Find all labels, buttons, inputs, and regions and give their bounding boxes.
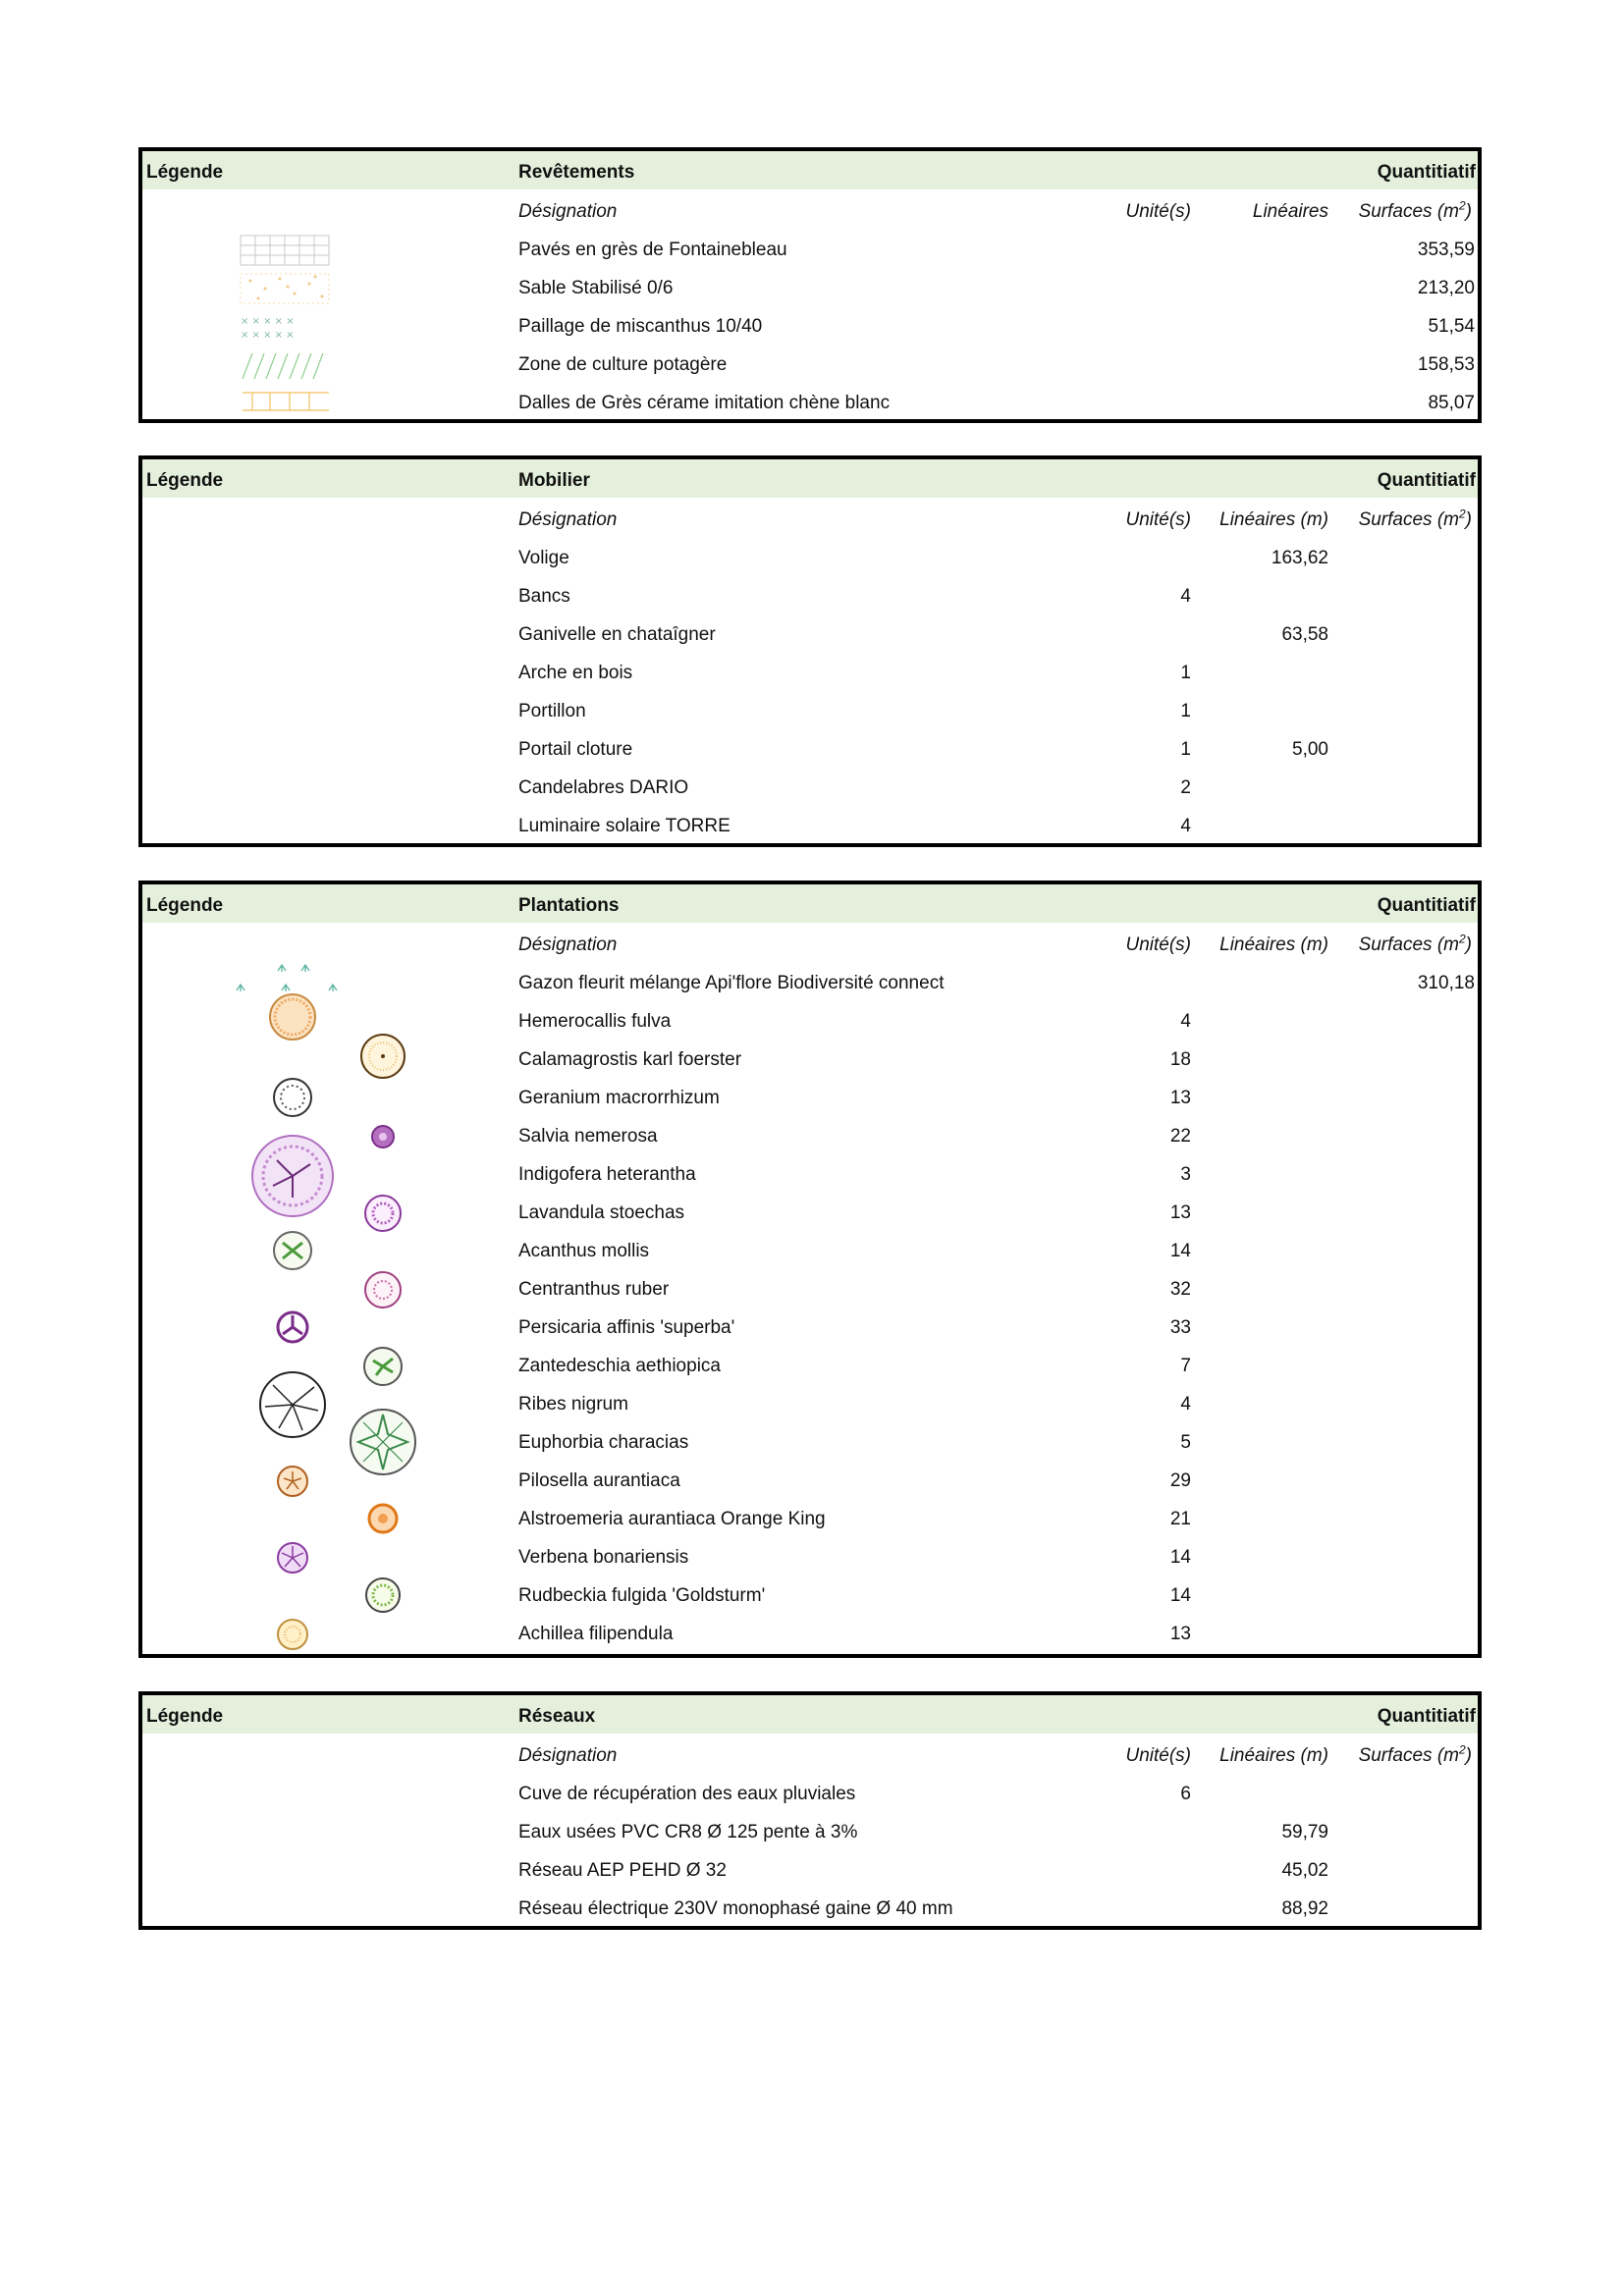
- col-surfaces: [1359, 200, 1472, 224]
- row-surfaces: 158,53: [1417, 354, 1475, 375]
- row-surfaces: 353,59: [1417, 240, 1475, 260]
- plant-symbol-icon: [278, 1620, 307, 1649]
- col-surfaces-sup: 2: [1458, 507, 1466, 521]
- row-lineaires: 45,02: [1281, 1860, 1328, 1881]
- row-units: 21: [1169, 1509, 1191, 1529]
- col-surfaces: [1359, 508, 1472, 532]
- col-surfaces-close: ): [1465, 201, 1472, 222]
- row-lineaires: 63,58: [1281, 624, 1328, 645]
- row-units: 6: [1180, 1784, 1191, 1804]
- row-designation: Gazon fleurit mélange Api'flore Biodiversité connect: [518, 973, 945, 993]
- row-designation: Zantedeschia aethiopica: [518, 1356, 721, 1376]
- row-designation: Alstroemeria aurantiaca Orange King: [518, 1509, 826, 1529]
- row-units: 13: [1169, 1202, 1191, 1223]
- plant-symbol-icon: [278, 1467, 307, 1496]
- plant-symbol-icon: [365, 1196, 401, 1231]
- plant-symbol-icon: [274, 1232, 311, 1269]
- row-designation: Réseau électrique 230V monophasé gaine Ø 40 mm: [518, 1898, 953, 1919]
- row-designation: Paillage de miscanthus 10/40: [518, 316, 763, 337]
- table-reseaux: [138, 1691, 1482, 1930]
- row-lineaires: 88,92: [1281, 1898, 1328, 1919]
- legend-header: Légende: [146, 1706, 224, 1727]
- row-designation: Arche en bois: [518, 663, 633, 683]
- row-designation: Ribes nigrum: [518, 1394, 628, 1415]
- row-designation: Calamagrostis karl foerster: [518, 1049, 742, 1070]
- row-designation: Sable Stabilisé 0/6: [518, 278, 674, 298]
- plant-symbol-icon: [274, 1079, 311, 1116]
- col-units: Unité(s): [1125, 509, 1191, 530]
- row-designation: Candelabres DARIO: [518, 777, 689, 798]
- row-designation: Rudbeckia fulgida 'Goldsturm': [518, 1585, 766, 1606]
- col-surfaces-text: Surfaces (m: [1358, 201, 1459, 222]
- row-surfaces: 310,18: [1417, 973, 1475, 993]
- row-lineaires: 59,79: [1281, 1822, 1328, 1842]
- row-designation: Verbena bonariensis: [518, 1547, 689, 1568]
- plant-symbol-icon: [372, 1126, 394, 1148]
- row-units: 1: [1180, 701, 1191, 721]
- row-designation: Bancs: [518, 586, 570, 607]
- row-designation: Achillea filipendula: [518, 1624, 674, 1644]
- row-designation: Cuve de récupération des eaux pluviales: [518, 1784, 856, 1804]
- row-units: 14: [1169, 1547, 1191, 1568]
- row-designation: Portillon: [518, 701, 586, 721]
- row-designation: Persicaria affinis 'superba': [518, 1317, 735, 1338]
- col-lineaires: Linéaires (m): [1219, 934, 1328, 955]
- col-lineaires: Linéaires: [1252, 201, 1328, 222]
- row-units: 3: [1180, 1164, 1191, 1185]
- row-designation: Eaux usées PVC CR8 Ø 125 pente à 3%: [518, 1822, 858, 1842]
- plant-symbol-icon: [270, 994, 315, 1040]
- row-units: 7: [1180, 1356, 1191, 1376]
- row-units: 4: [1180, 586, 1191, 607]
- col-units: Unité(s): [1125, 201, 1191, 222]
- row-units: 13: [1169, 1624, 1191, 1644]
- row-surfaces: 213,20: [1417, 278, 1475, 298]
- plant-symbol-icon: [278, 1543, 307, 1573]
- col-surfaces-close: ): [1465, 1745, 1472, 1766]
- table-header: [142, 459, 1478, 498]
- grass-tufts-icon: [237, 965, 337, 991]
- svg-text:× × × × ×: × × × × ×: [241, 316, 295, 327]
- row-designation: Lavandula stoechas: [518, 1202, 685, 1223]
- row-units: 1: [1180, 663, 1191, 683]
- col-designation: Désignation: [518, 201, 618, 222]
- category-title: Mobilier: [518, 470, 590, 491]
- legend-header: Légende: [146, 895, 224, 916]
- row-designation: Indigofera heterantha: [518, 1164, 696, 1185]
- paving-pattern-icon: [241, 236, 329, 265]
- row-lineaires: 5,00: [1292, 739, 1328, 760]
- row-designation: Réseau AEP PEHD Ø 32: [518, 1860, 727, 1881]
- row-designation: Luminaire solaire TORRE: [518, 816, 731, 836]
- col-units: Unité(s): [1125, 934, 1191, 955]
- table-revetements: [138, 147, 1482, 423]
- plant-symbol-icon: [364, 1348, 402, 1385]
- row-designation: Dalles de Grès cérame imitation chène blanc: [518, 393, 891, 413]
- row-designation: Salvia nemerosa: [518, 1126, 658, 1147]
- row-units: 14: [1169, 1241, 1191, 1261]
- col-surfaces-text: Surfaces (m: [1358, 934, 1459, 955]
- plant-symbol-icon: [252, 1136, 333, 1216]
- row-designation: Volige: [518, 548, 569, 568]
- row-units: 33: [1169, 1317, 1191, 1338]
- vegetable-garden-pattern-icon: [243, 353, 323, 379]
- mulch-pattern-icon: [241, 316, 295, 341]
- row-designation: Pilosella aurantiaca: [518, 1470, 680, 1491]
- col-designation: Désignation: [518, 934, 618, 955]
- row-designation: Zone de culture potagère: [518, 354, 728, 375]
- col-surfaces-sup: 2: [1458, 1742, 1466, 1757]
- plant-symbol-icon: [361, 1035, 405, 1078]
- row-designation: Centranthus ruber: [518, 1279, 670, 1300]
- wood-tile-pattern-icon: [243, 393, 329, 410]
- col-surfaces-sup: 2: [1458, 198, 1466, 213]
- col-surfaces-close: ): [1465, 509, 1472, 530]
- row-units: 5: [1180, 1432, 1191, 1453]
- category-title: Plantations: [518, 895, 620, 916]
- col-units: Unité(s): [1125, 1745, 1191, 1766]
- quantitatif-header: Quantitiatif: [1377, 1706, 1476, 1727]
- col-designation: Désignation: [518, 509, 618, 530]
- col-surfaces-text: Surfaces (m: [1358, 1745, 1459, 1766]
- col-lineaires: Linéaires (m): [1219, 509, 1328, 530]
- plant-symbol-icon: [365, 1272, 401, 1308]
- row-units: 2: [1180, 777, 1191, 798]
- quantitatif-header: Quantitiatif: [1377, 895, 1476, 916]
- row-lineaires: 163,62: [1271, 548, 1328, 568]
- plant-symbol-icon: [260, 1372, 325, 1437]
- row-surfaces: 85,07: [1428, 393, 1475, 413]
- plant-symbol-icon: [366, 1578, 400, 1612]
- row-designation: Pavés en grès de Fontainebleau: [518, 240, 787, 260]
- col-surfaces-text: Surfaces (m: [1358, 509, 1459, 530]
- row-units: 4: [1180, 816, 1191, 836]
- col-surfaces-close: ): [1465, 934, 1472, 955]
- row-units: 1: [1180, 739, 1191, 760]
- quantitatif-header: Quantitiatif: [1377, 470, 1476, 491]
- svg-text:× × × × ×: × × × × ×: [241, 330, 295, 341]
- col-surfaces: [1359, 1744, 1472, 1768]
- row-designation: Euphorbia characias: [518, 1432, 689, 1453]
- row-units: 29: [1169, 1470, 1191, 1491]
- quantitatif-header: Quantitiatif: [1377, 162, 1476, 183]
- category-title: Revêtements: [518, 162, 635, 183]
- row-units: 14: [1169, 1585, 1191, 1606]
- plant-symbol-icon: [369, 1505, 397, 1532]
- row-units: 4: [1180, 1394, 1191, 1415]
- plant-symbol-icon: [278, 1312, 307, 1342]
- sand-pattern-icon: [241, 274, 329, 303]
- row-designation: Geranium macrorrhizum: [518, 1088, 720, 1108]
- row-surfaces: 51,54: [1428, 316, 1475, 337]
- col-lineaires: Linéaires (m): [1219, 1745, 1328, 1766]
- revetements-legend-icons: [142, 151, 535, 427]
- table-header: [142, 1695, 1478, 1734]
- row-designation: Portail cloture: [518, 739, 633, 760]
- col-surfaces: [1359, 934, 1472, 957]
- category-title: Réseaux: [518, 1706, 596, 1727]
- row-units: 13: [1169, 1088, 1191, 1108]
- plantations-legend-icons: [142, 884, 535, 1662]
- row-units: 4: [1180, 1011, 1191, 1032]
- row-units: 32: [1169, 1279, 1191, 1300]
- row-designation: Ganivelle en chataîgner: [518, 624, 716, 645]
- row-designation: Acanthus mollis: [518, 1241, 650, 1261]
- legend-header: Légende: [146, 162, 224, 183]
- row-units: 18: [1169, 1049, 1191, 1070]
- table-plantations: [138, 881, 1482, 1658]
- col-designation: Désignation: [518, 1745, 618, 1766]
- row-units: 22: [1169, 1126, 1191, 1147]
- legend-header: Légende: [146, 470, 224, 491]
- table-mobilier: [138, 455, 1482, 847]
- col-surfaces-sup: 2: [1458, 932, 1466, 946]
- row-designation: Hemerocallis fulva: [518, 1011, 672, 1032]
- plant-symbol-icon: [351, 1410, 415, 1474]
